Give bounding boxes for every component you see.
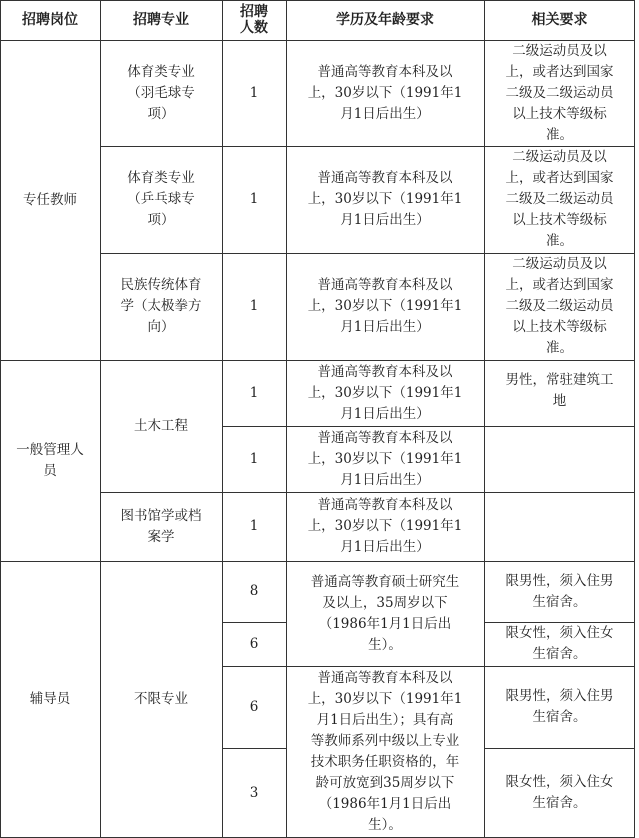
table-row-6-requirements [484, 492, 635, 561]
table-row-6-education: 普通高等教育本科及以 上，30岁以下（1991年1 月1日后出生） [307, 497, 463, 555]
table-row-5-count: 1 [249, 450, 259, 467]
table-row-5-requirements [484, 426, 635, 492]
table-row-4-count: 1 [249, 384, 259, 401]
grid-line [634, 0, 635, 838]
table-row-9-education: 普通高等教育本科及以 上，30岁以下（1991年1 月1日后出生）；具有高 等教师系列中级以上专业 技术职务任职资格的，年 龄可放宽到35周岁以下 （1986年1月1日后出 生）。 [307, 670, 463, 833]
table-row-9-requirements: 限男性，须入住男 生宿舍。 [505, 688, 614, 725]
grid-line [484, 748, 635, 749]
grid-line [222, 426, 635, 427]
grid-line [222, 622, 286, 623]
table-row-6-major: 图书馆学或档 案学 [120, 507, 202, 545]
grid-line [222, 666, 635, 667]
grid-line [222, 748, 286, 749]
table-row-7-count: 8 [249, 583, 259, 599]
grid-line [0, 40, 635, 41]
table-row-2-requirements: 二级运动员及以 上，或者达到国家 二级及二级运动员 以上技术等级标 准。 [505, 149, 614, 249]
table-row-8-count: 6 [249, 635, 259, 652]
table-row-1-education: 普通高等教育本科及以 上，30岁以下（1991年1 月1日后出生） [307, 63, 463, 122]
grid-line [0, 360, 635, 361]
grid-line [100, 146, 635, 147]
table-row-2-major: 体育类专业 （乒乓球专 项） [127, 170, 195, 228]
table-row-10-count: 3 [249, 784, 259, 801]
table-row-3-major: 民族传统体育 学（太极拳方 向） [120, 277, 202, 335]
position-counselor: 辅导员 [29, 691, 71, 707]
table-row-7-education: 普通高等教育硕士研究生 及以上，35周岁以下 （1986年1月1日后出 生）。 [310, 573, 460, 653]
position-admin: 一般管理人 员 [16, 441, 84, 479]
table-row-5-education: 普通高等教育本科及以 上，30岁以下（1991年1 月1日后出生） [307, 429, 463, 488]
position-teacher: 专任教师 [23, 191, 77, 208]
table-row-7-requirements: 限男性，须入住男 生宿舍。 [505, 572, 614, 610]
grid-line [484, 622, 635, 623]
grid-line [222, 0, 223, 838]
table-row-7-major: 不限专业 [134, 691, 188, 707]
table-row-4-education: 普通高等教育本科及以 上，30岁以下（1991年1 月1日后出生） [307, 363, 463, 422]
table-row-6-count: 1 [249, 518, 259, 534]
grid-line [0, 561, 635, 562]
grid-line [484, 0, 485, 838]
table-row-2-count: 1 [249, 191, 259, 207]
grid-line [286, 0, 287, 838]
table-row-1-requirements: 二级运动员及以 上，或者达到国家 二级及二级运动员 以上技术等级标 准。 [505, 42, 614, 143]
table-row-4-requirements: 男性，常驻建筑工 地 [505, 372, 614, 409]
table-row-3-requirements: 二级运动员及以 上，或者达到国家 二级及二级运动员 以上技术等级标 准。 [505, 256, 614, 356]
header-education: 学历及年龄要求 [336, 12, 434, 28]
grid-line [100, 0, 101, 838]
grid-line [0, 0, 635, 1]
grid-line [100, 492, 635, 493]
table-row-3-education: 普通高等教育本科及以 上，30岁以下（1991年1 月1日后出生） [307, 277, 463, 335]
header-count: 招聘 人数 [240, 4, 268, 36]
grid-line [100, 253, 635, 254]
table-row-9-count: 6 [249, 698, 259, 715]
header-major: 招聘专业 [133, 12, 189, 28]
table-row-3-count: 1 [249, 298, 259, 314]
table-row-4-major: 土木工程 [134, 417, 188, 434]
header-requirements: 相关要求 [531, 12, 588, 28]
table-row-1-count: 1 [249, 84, 259, 101]
table-row-1-major: 体育类专业 （羽毛球专 项） [127, 63, 195, 122]
table-row-10-requirements: 限女性，须入住女 生宿舍。 [505, 774, 614, 811]
header-position: 招聘岗位 [22, 12, 78, 28]
table-row-2-education: 普通高等教育本科及以 上，30岁以下（1991年1 月1日后出生） [307, 170, 463, 228]
table-row-8-requirements: 限女性，须入住女 生宿舍。 [505, 625, 614, 662]
grid-line [0, 0, 1, 838]
